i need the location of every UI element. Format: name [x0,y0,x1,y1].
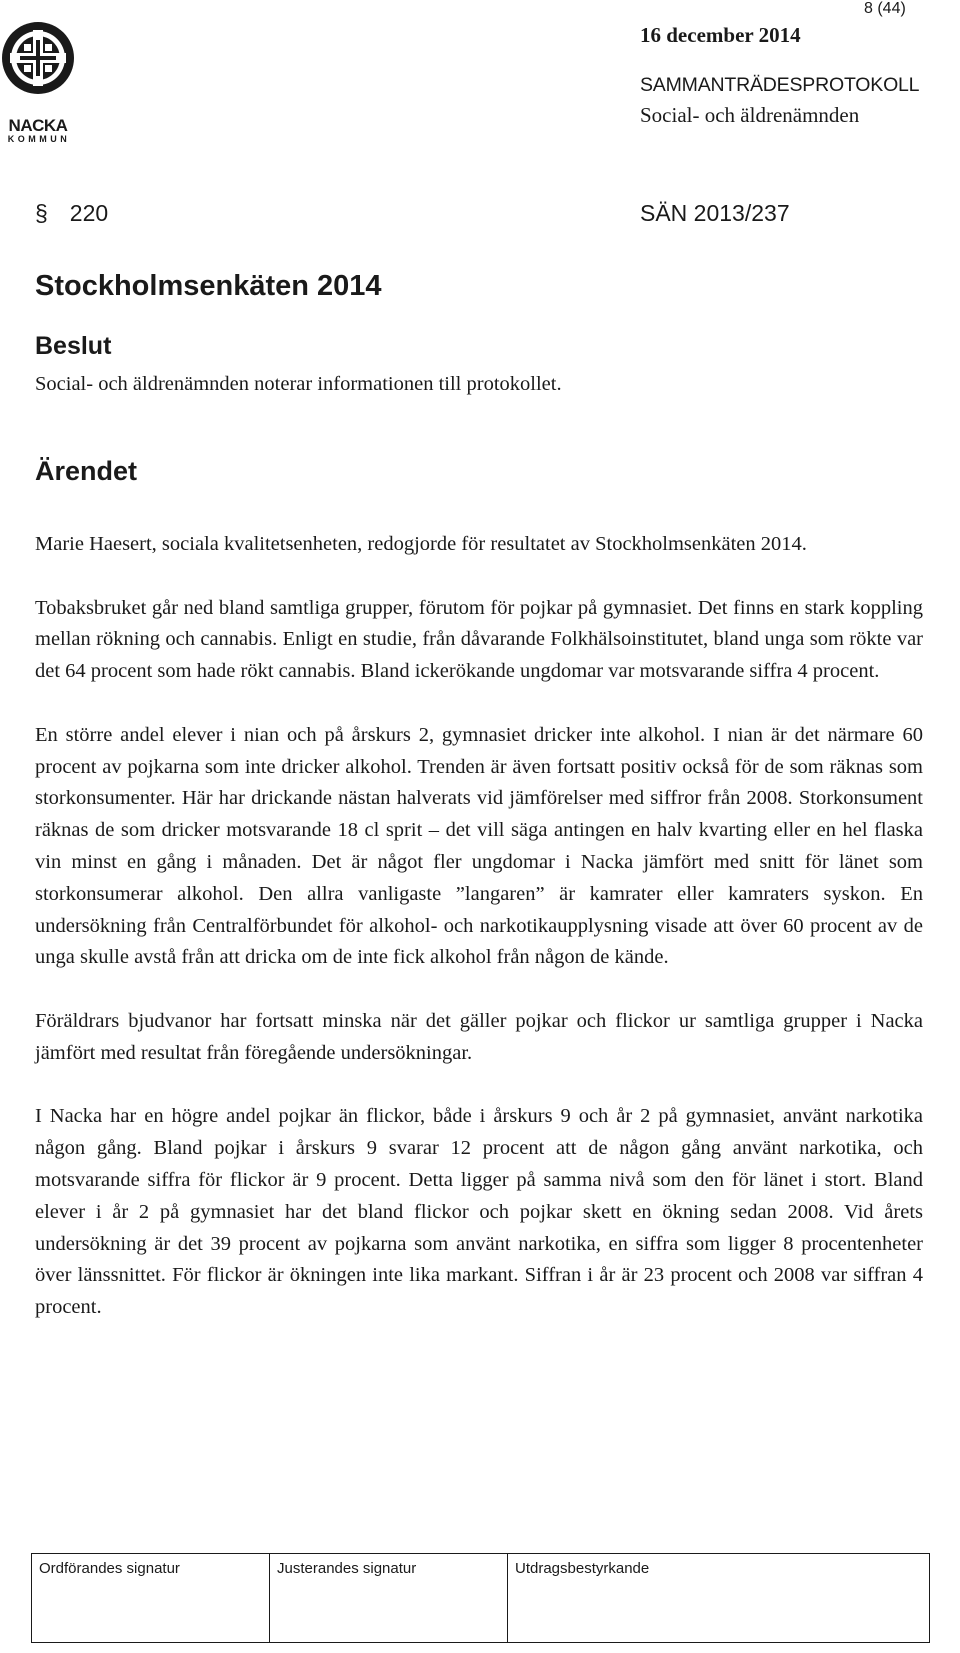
document-type: SAMMANTRÄDESPROTOKOLL [640,74,920,96]
decision-heading: Beslut [35,332,112,360]
section-number: 220 [69,200,109,226]
paragraph: Marie Haesert, sociala kvalitetsenheten, redogjorde för resultatet av Stockholmsenkäten 2014. [35,533,807,555]
paragraph: I Nacka har en högre andel pojkar än flickor, både i årskurs 9 och år 2 på gymnasiet, använt narkotika någon gång. Bland pojkar i årskurs 9 svarar 12 procent att de någon gång använt narkotika, och motsvarande siffra för flickor är 9 procent. Detta ligger på samma nivå som den för länet i stort. Bland elever i år 2 på gymnasiet har det bland flickor och pojkar skett en ökning sedan 2008. Vid årets undersökning är det 39 procent av pojkarna som använt narkotika, en siffra som ligger 8 procentenheter över länssnittet. För flickor är ökningen inte lika markant. Siffran i år är 23 procent och 2008 var siffran 4 procent. [35,1105,923,1319]
paragraph: En större andel elever i nian och på årskurs 2, gymnasiet dricker inte alkohol. I nian är det närmare 60 procent av pojkarna som inte dricker alkohol. Trenden är även fortsatt positiv också för de som räknas som storkonsumenter. Här har drickande nästan halverats vid jämförelser med siffror från 2008. Storkonsument räknas de som dricker motsvarande 18 cl sprit – det vill säga antingen en halv kvarting eller en hel flaska vin minst en gång i månaden. Det är något fler ungdomar i Nacka jämfört med snitt för länet som storkonsumerar alkohol. Den allra vanligaste ”langaren” är kamrater eller kamraters syskon. En undersökning från Centralförbundet för alkohol- och narkotikaupplysning visade att över 60 procent av de unga skulle avstå från att dricka om de inte fick alkohol från någon de kände. [35,723,923,969]
section-number-line [35,200,108,227]
signature-table [31,1553,930,1643]
logo-wordmark: NACKA [8,116,68,135]
matter-heading: Ärendet [35,456,138,486]
paragraph: Tobaksbruket går ned bland samtliga grupper, förutom för pojkar på gymnasiet. Det finns en stark koppling mellan rökning och cannabis. Enligt en studie, från dåvarande Folkhälsoinstitutet, bland unga som rökte var det 64 procent som hade rökt cannabis. Bland ickerökande ungdomar var motsvarande siffra 4 procent. [35,596,923,683]
matter-body [35,529,923,1356]
logo-subtitle: KOMMUN [7,134,71,144]
chair-signature-cell: Ordförandes signatur [32,1554,270,1643]
decision-text: Social- och äldrenämnden noterar informationen till protokollet. [35,373,562,395]
adjuster-signature-cell: Justerandes signatur [270,1554,508,1643]
nacka-kommun-emblem-icon [0,20,76,96]
page-number: 8 (44) [864,0,906,17]
paragraph: Föräldrars bjudvanor har fortsatt minska när det gäller pojkar och flickor ur samtliga grupper i Nacka jämfört med resultat från föregående undersökningar. [35,1009,923,1064]
committee-name: Social- och äldrenämnden [640,103,860,127]
case-number: SÄN 2013/237 [640,200,790,226]
nacka-kommun-logo [0,20,76,144]
document-title: Stockholmsenkäten 2014 [35,270,382,302]
certification-cell: Utdragsbestyrkande [508,1554,930,1643]
meeting-date: 16 december 2014 [640,23,801,47]
section-sign: § [35,200,48,226]
